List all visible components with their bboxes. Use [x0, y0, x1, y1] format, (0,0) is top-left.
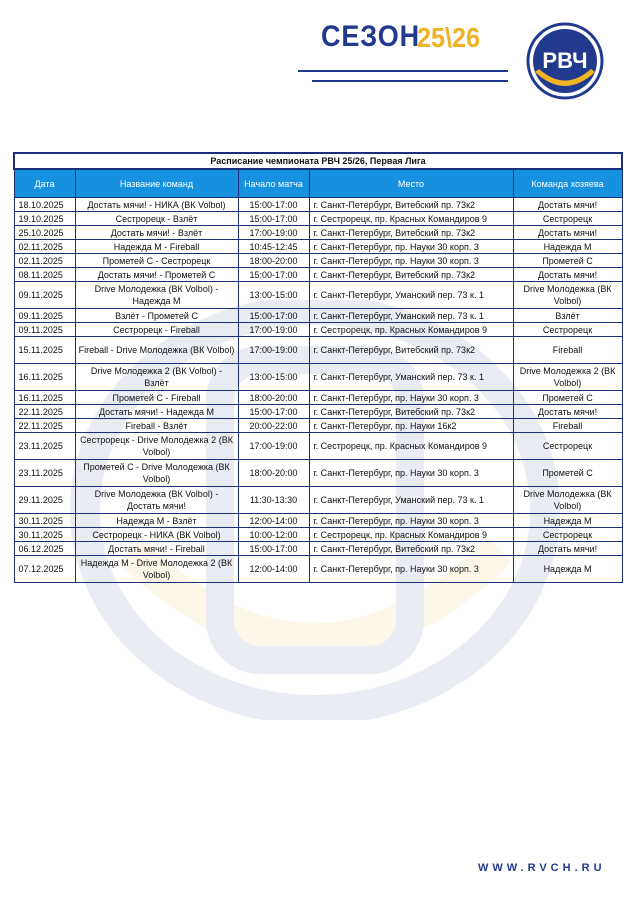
- cell-teams: Достать мячи! - Прометей С: [75, 268, 238, 282]
- cell-place: г. Санкт-Петербург, Витебский пр. 73к2: [309, 337, 513, 364]
- cell-host: Сестрорецк: [513, 433, 622, 460]
- cell-teams: Сестрорецк - НИКА (ВК Volbol): [75, 528, 238, 542]
- cell-date: 07.12.2025: [14, 556, 75, 583]
- cell-place: г. Санкт-Петербург, Витебский пр. 73к2: [309, 542, 513, 556]
- cell-time: 13:00-15:00: [238, 282, 309, 309]
- schedule-body: [14, 198, 622, 583]
- cell-host: Достать мячи!: [513, 226, 622, 240]
- cell-time: 10:45-12:45: [238, 240, 309, 254]
- cell-place: г. Сестрорецк, пр. Красных Командиров 9: [309, 433, 513, 460]
- cell-host: Достать мячи!: [513, 405, 622, 419]
- cell-date: 18.10.2025: [14, 198, 75, 212]
- cell-teams: Достать мячи! - Надежда М: [75, 405, 238, 419]
- cell-place: г. Санкт-Петербург, Витебский пр. 73к2: [309, 226, 513, 240]
- cell-time: 15:00-17:00: [238, 542, 309, 556]
- cell-date: 30.11.2025: [14, 528, 75, 542]
- cell-date: 09.11.2025: [14, 323, 75, 337]
- schedule-table: [13, 152, 623, 583]
- cell-time: 20:00-22:00: [238, 419, 309, 433]
- cell-time: 15:00-17:00: [238, 309, 309, 323]
- cell-time: 10:00-12:00: [238, 528, 309, 542]
- cell-teams: Надежда М - Fireball: [75, 240, 238, 254]
- cell-date: 22.11.2025: [14, 405, 75, 419]
- cell-place: г. Санкт-Петербург, пр. Науки 30 корп. 3: [309, 254, 513, 268]
- cell-date: 02.11.2025: [14, 240, 75, 254]
- cell-teams: Надежда М - Drive Молодежка 2 (ВК Volbol): [75, 556, 238, 583]
- cell-date: 09.11.2025: [14, 282, 75, 309]
- cell-place: г. Санкт-Петербург, пр. Науки 16к2: [309, 419, 513, 433]
- cell-host: Сестрорецк: [513, 528, 622, 542]
- logo-text: РВЧ: [542, 48, 588, 73]
- cell-place: г. Сестрорецк, пр. Красных Командиров 9: [309, 528, 513, 542]
- table-row: [14, 487, 622, 514]
- table-row: [14, 364, 622, 391]
- cell-host: Сестрорецк: [513, 212, 622, 226]
- cell-date: 19.10.2025: [14, 212, 75, 226]
- table-caption: Расписание чемпионата РВЧ 25/26, Первая Лига: [14, 153, 622, 169]
- table-row: [14, 212, 622, 226]
- table-row: [14, 391, 622, 405]
- cell-time: 15:00-17:00: [238, 268, 309, 282]
- cell-date: 25.10.2025: [14, 226, 75, 240]
- cell-teams: Drive Молодежка (ВК Volbol) - Надежда М: [75, 282, 238, 309]
- cell-teams: Drive Молодежка (ВК Volbol) - Достать мячи!: [75, 487, 238, 514]
- table-row: [14, 268, 622, 282]
- cell-date: 02.11.2025: [14, 254, 75, 268]
- cell-teams: Прометей С - Fireball: [75, 391, 238, 405]
- cell-date: 16.11.2025: [14, 364, 75, 391]
- cell-place: г. Санкт-Петербург, Витебский пр. 73к2: [309, 268, 513, 282]
- cell-place: г. Санкт-Петербург, пр. Науки 30 корп. 3: [309, 460, 513, 487]
- cell-date: 16.11.2025: [14, 391, 75, 405]
- cell-teams: Fireball - Взлёт: [75, 419, 238, 433]
- column-header-date: Дата: [14, 169, 75, 198]
- cell-teams: Надежда М - Взлёт: [75, 514, 238, 528]
- cell-host: Надежда М: [513, 514, 622, 528]
- cell-teams: Сестрорецк - Fireball: [75, 323, 238, 337]
- table-row: [14, 419, 622, 433]
- cell-time: 15:00-17:00: [238, 198, 309, 212]
- header-divider-top: [298, 70, 508, 72]
- cell-teams: Сестрорецк - Drive Молодежка 2 (ВК Volbol): [75, 433, 238, 460]
- cell-place: г. Сестрорецк, пр. Красных Командиров 9: [309, 212, 513, 226]
- cell-time: 18:00-20:00: [238, 254, 309, 268]
- table-row: [14, 309, 622, 323]
- rvch-logo: [526, 22, 604, 100]
- cell-date: 06.12.2025: [14, 542, 75, 556]
- table-row: [14, 323, 622, 337]
- cell-teams: Drive Молодежка 2 (ВК Volbol) - Взлёт: [75, 364, 238, 391]
- cell-time: 15:00-17:00: [238, 212, 309, 226]
- cell-teams: Fireball - Drive Молодежка (ВК Volbol): [75, 337, 238, 364]
- table-row: [14, 556, 622, 583]
- cell-host: Прометей С: [513, 391, 622, 405]
- cell-host: Fireball: [513, 419, 622, 433]
- cell-time: 17:00-19:00: [238, 337, 309, 364]
- cell-time: 12:00-14:00: [238, 514, 309, 528]
- cell-teams: Взлёт - Прометей С: [75, 309, 238, 323]
- cell-date: 30.11.2025: [14, 514, 75, 528]
- cell-time: 11:30-13:30: [238, 487, 309, 514]
- cell-host: Прометей С: [513, 460, 622, 487]
- table-row: [14, 514, 622, 528]
- cell-time: 15:00-17:00: [238, 405, 309, 419]
- cell-date: 08.11.2025: [14, 268, 75, 282]
- column-header-start-time: Начало матча: [238, 169, 309, 198]
- column-header-teams: Название команд: [75, 169, 238, 198]
- cell-teams: Прометей С - Drive Молодежка (ВК Volbol): [75, 460, 238, 487]
- cell-place: г. Санкт-Петербург, Уманский пер. 73 к. 1: [309, 282, 513, 309]
- cell-host: Взлёт: [513, 309, 622, 323]
- cell-host: Прометей С: [513, 254, 622, 268]
- cell-date: 29.11.2025: [14, 487, 75, 514]
- cell-teams: Сестрорецк - Взлёт: [75, 212, 238, 226]
- table-row: [14, 460, 622, 487]
- table-row: [14, 226, 622, 240]
- table-row: [14, 405, 622, 419]
- cell-place: г. Санкт-Петербург, Витебский пр. 73к2: [309, 405, 513, 419]
- table-row: [14, 337, 622, 364]
- cell-host: Достать мячи!: [513, 542, 622, 556]
- cell-date: 23.11.2025: [14, 460, 75, 487]
- cell-teams: Достать мячи! - НИКА (ВК Volbol): [75, 198, 238, 212]
- cell-place: г. Санкт-Петербург, Уманский пер. 73 к. 1: [309, 309, 513, 323]
- cell-time: 17:00-19:00: [238, 323, 309, 337]
- table-row: [14, 542, 622, 556]
- cell-time: 12:00-14:00: [238, 556, 309, 583]
- cell-time: 17:00-19:00: [238, 433, 309, 460]
- cell-place: г. Санкт-Петербург, пр. Науки 30 корп. 3: [309, 556, 513, 583]
- season-years: 25\26: [417, 22, 481, 53]
- cell-time: 13:00-15:00: [238, 364, 309, 391]
- table-row: [14, 433, 622, 460]
- cell-host: Надежда М: [513, 240, 622, 254]
- cell-place: г. Санкт-Петербург, пр. Науки 30 корп. 3: [309, 391, 513, 405]
- cell-host: Drive Молодежка 2 (ВК Volbol): [513, 364, 622, 391]
- cell-date: 15.11.2025: [14, 337, 75, 364]
- table-row: [14, 254, 622, 268]
- cell-date: 09.11.2025: [14, 309, 75, 323]
- column-header-host: Команда хозяева: [513, 169, 622, 198]
- cell-place: г. Санкт-Петербург, Витебский пр. 73к2: [309, 198, 513, 212]
- cell-teams: Прометей С - Сестрорецк: [75, 254, 238, 268]
- cell-host: Drive Молодежка (ВК Volbol): [513, 282, 622, 309]
- header-divider-bottom: [312, 80, 508, 82]
- season-title: СЕЗОН: [321, 20, 421, 53]
- cell-host: Надежда М: [513, 556, 622, 583]
- cell-place: г. Санкт-Петербург, пр. Науки 30 корп. 3: [309, 240, 513, 254]
- footer-website: WWW.RVCH.RU: [478, 862, 606, 874]
- cell-host: Достать мячи!: [513, 268, 622, 282]
- cell-teams: Достать мячи! - Взлёт: [75, 226, 238, 240]
- cell-host: Сестрорецк: [513, 323, 622, 337]
- cell-date: 23.11.2025: [14, 433, 75, 460]
- column-header-place: Место: [309, 169, 513, 198]
- cell-time: 18:00-20:00: [238, 460, 309, 487]
- cell-host: Drive Молодежка (ВК Volbol): [513, 487, 622, 514]
- table-row: [14, 198, 622, 212]
- cell-host: Достать мячи!: [513, 198, 622, 212]
- table-row: [14, 240, 622, 254]
- table-row: [14, 282, 622, 309]
- cell-time: 18:00-20:00: [238, 391, 309, 405]
- cell-place: г. Санкт-Петербург, Уманский пер. 73 к. 1: [309, 487, 513, 514]
- cell-place: г. Сестрорецк, пр. Красных Командиров 9: [309, 323, 513, 337]
- cell-teams: Достать мячи! - Fireball: [75, 542, 238, 556]
- cell-host: Fireball: [513, 337, 622, 364]
- table-row: [14, 528, 622, 542]
- cell-date: 22.11.2025: [14, 419, 75, 433]
- cell-place: г. Санкт-Петербург, пр. Науки 30 корп. 3: [309, 514, 513, 528]
- cell-time: 17:00-19:00: [238, 226, 309, 240]
- cell-place: г. Санкт-Петербург, Уманский пер. 73 к. 1: [309, 364, 513, 391]
